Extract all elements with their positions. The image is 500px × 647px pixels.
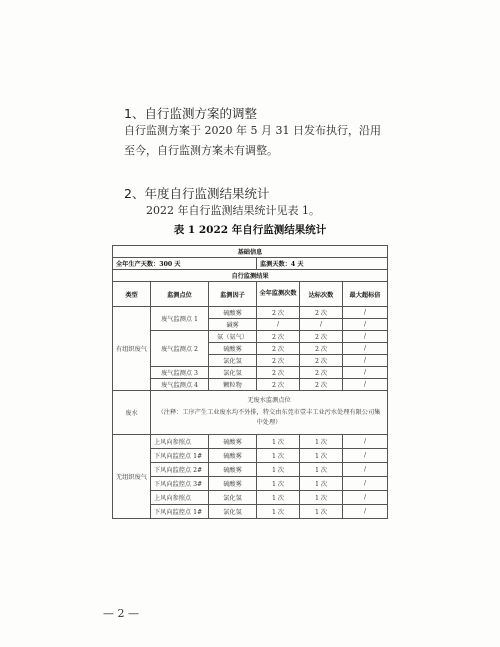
ok-cell: 1 次	[300, 505, 343, 519]
table-row	[113, 463, 388, 477]
type-organized: 有组织废气	[113, 307, 151, 391]
factor-cell: 颗粒物	[209, 379, 257, 391]
header-annual-count: 全年监测次数	[257, 282, 300, 307]
factor-cell: 碱雾	[209, 319, 257, 331]
table-row	[113, 367, 388, 379]
monitoring-days: 监测天数：4 天	[257, 258, 388, 270]
factor-cell: 氯化氢	[209, 491, 257, 505]
factor-cell: 氨（氨气）	[209, 331, 257, 343]
table-row	[113, 491, 388, 505]
ok-cell: 1 次	[300, 477, 343, 491]
max-cell: /	[343, 477, 388, 491]
count-cell: 1 次	[257, 463, 300, 477]
type-unorganized: 无组织废气	[113, 435, 151, 519]
wastewater-note	[151, 391, 388, 435]
header-row	[113, 282, 388, 307]
header-compliant: 达标次数	[300, 282, 343, 307]
max-cell: /	[343, 319, 388, 331]
point-cell: 上风向参照点	[151, 491, 209, 505]
ok-cell: /	[300, 319, 343, 331]
section1-body: 自行监测方案于 2020 年 5 月 31 日发布执行，沿用至今，自行监测方案未有调整。	[124, 124, 381, 157]
ok-cell: 2 次	[300, 343, 343, 355]
table-row	[113, 331, 388, 343]
max-cell: /	[343, 491, 388, 505]
factor-cell: 氯化氢	[209, 505, 257, 519]
count-cell: 1 次	[257, 477, 300, 491]
table-row	[113, 449, 388, 463]
max-cell: /	[343, 343, 388, 355]
count-cell: /	[257, 319, 300, 331]
factor-cell: 硫酸雾	[209, 463, 257, 477]
type-wastewater: 废水	[113, 391, 151, 435]
factor-cell: 硫酸雾	[209, 307, 257, 319]
count-cell: 1 次	[257, 435, 300, 449]
page-number: — 2 —	[103, 607, 139, 620]
table-caption: 表 1 2022 年自行监测结果统计	[173, 224, 327, 236]
count-cell: 2 次	[257, 355, 300, 367]
section2-heading: 2、年度自行监测结果统计	[124, 186, 270, 201]
wastewater-line2: （注释：工序产生工业废水均不外排，特交由东莞市壹丰工业污水处理有限公司集中处理）	[157, 409, 381, 426]
section1-heading: 1、自行监测方案的调整	[124, 106, 257, 121]
max-cell: /	[343, 307, 388, 319]
header-type: 类型	[113, 282, 151, 307]
table-row	[113, 258, 388, 270]
factor-cell: 硫酸雾	[209, 435, 257, 449]
ok-cell: 2 次	[300, 367, 343, 379]
factor-cell: 硫酸雾	[209, 343, 257, 355]
ok-cell: 1 次	[300, 463, 343, 477]
max-cell: /	[343, 379, 388, 391]
count-cell: 1 次	[257, 505, 300, 519]
factor-cell: 硫酸雾	[209, 477, 257, 491]
results-title: 自行监测结果	[113, 270, 388, 282]
table-row	[113, 477, 388, 491]
table-row	[113, 379, 388, 391]
ok-cell: 2 次	[300, 379, 343, 391]
count-cell: 1 次	[257, 449, 300, 463]
basic-info-title: 基础信息	[113, 246, 388, 258]
point-cell: 下风向监控点 2#	[151, 463, 209, 477]
section2-intro: 2022 年自行监测结果统计见表 1。	[146, 204, 320, 217]
table-row	[113, 307, 388, 319]
count-cell: 2 次	[257, 367, 300, 379]
factor-cell: 氯化氢	[209, 355, 257, 367]
count-cell: 2 次	[257, 343, 300, 355]
table-row	[113, 391, 388, 435]
point-cell: 上风向参照点	[151, 435, 209, 449]
count-cell: 2 次	[257, 331, 300, 343]
factor-cell: 氯化氢	[209, 367, 257, 379]
table-row	[113, 435, 388, 449]
max-cell: /	[343, 367, 388, 379]
wastewater-line1: 无废水监测点位	[247, 397, 291, 404]
max-cell: /	[343, 331, 388, 343]
max-cell: /	[343, 463, 388, 477]
point-cell: 下风向监控点 3#	[151, 477, 209, 491]
point-cell: 下风向监控点 1#	[151, 449, 209, 463]
ok-cell: 2 次	[300, 355, 343, 367]
table-row	[113, 246, 388, 258]
point-cell: 下风向监控点 1#	[151, 505, 209, 519]
ok-cell: 1 次	[300, 449, 343, 463]
count-cell: 2 次	[257, 379, 300, 391]
max-cell: /	[343, 435, 388, 449]
monitoring-results-table	[112, 245, 388, 519]
ok-cell: 1 次	[300, 491, 343, 505]
header-point: 监测点位	[151, 282, 209, 307]
count-cell: 2 次	[257, 307, 300, 319]
count-cell: 1 次	[257, 491, 300, 505]
point-cell: 废气监测点 3	[151, 367, 209, 379]
table-row	[113, 270, 388, 282]
max-cell: /	[343, 355, 388, 367]
point-cell: 废气监测点 1	[151, 307, 209, 331]
point-cell: 废气监测点 2	[151, 331, 209, 367]
point-cell: 废气监测点 4	[151, 379, 209, 391]
header-factor: 监测因子	[209, 282, 257, 307]
table-row	[113, 505, 388, 519]
max-cell: /	[343, 505, 388, 519]
ok-cell: 2 次	[300, 307, 343, 319]
ok-cell: 1 次	[300, 435, 343, 449]
max-cell: /	[343, 449, 388, 463]
production-days: 全年生产天数：300 天	[113, 258, 257, 270]
factor-cell: 硫酸雾	[209, 449, 257, 463]
header-max-exceed: 最大超标倍	[343, 282, 388, 307]
ok-cell: 2 次	[300, 331, 343, 343]
